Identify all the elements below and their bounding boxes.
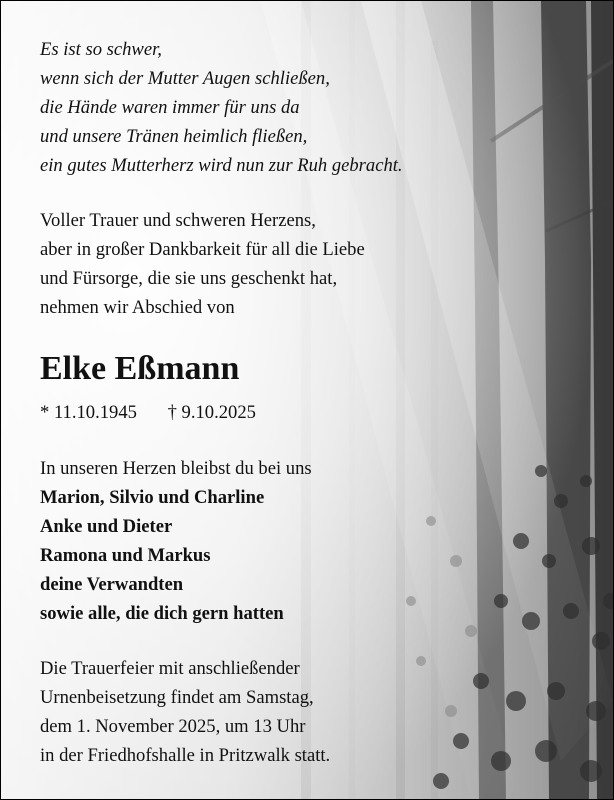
mourners-list (40, 454, 312, 628)
funeral-service-info (40, 654, 330, 770)
mourner-name: Anke und Dieter (40, 516, 173, 537)
service-line: Urnenbeisetzung findet am Samstag, (40, 687, 314, 708)
intro-line: nehmen wir Abschied von (40, 297, 235, 318)
service-line: dem 1. November 2025, um 13 Uhr (40, 716, 306, 737)
intro-line: Voller Trauer und schweren Herzens, (40, 210, 316, 231)
poem-line: und unsere Tränen heimlich fließen, (40, 126, 308, 147)
birth-date: * 11.10.1945 (40, 402, 137, 423)
poem-line: ein gutes Mutterherz wird nun zur Ruh gebracht. (40, 155, 403, 176)
service-line: Die Trauerfeier mit anschließender (40, 658, 300, 679)
family-intro-line: In unseren Herzen bleibst du bei uns (40, 458, 312, 479)
poem-line: Es ist so schwer, (40, 39, 162, 60)
poem-line: die Hände waren immer für uns da (40, 97, 300, 118)
deceased-name: Elke Eßmann (40, 350, 240, 387)
mourner-name: Ramona und Markus (40, 545, 211, 566)
farewell-intro (40, 206, 365, 322)
life-dates (40, 398, 256, 427)
service-line: in der Friedhofshalle in Pritzwalk statt. (40, 745, 331, 766)
mourner-name: sowie alle, die dich gern hatten (40, 603, 284, 624)
memorial-poem (40, 35, 403, 180)
intro-line: aber in großer Dankbarkeit für all die Liebe (40, 239, 365, 260)
mourner-name: Marion, Silvio und Charline (40, 487, 265, 508)
intro-line: und Fürsorge, die sie uns geschenkt hat, (40, 268, 338, 289)
mourner-name: deine Verwandten (40, 574, 184, 595)
poem-line: wenn sich der Mutter Augen schließen, (40, 68, 330, 89)
death-date: † 9.10.2025 (167, 402, 256, 423)
